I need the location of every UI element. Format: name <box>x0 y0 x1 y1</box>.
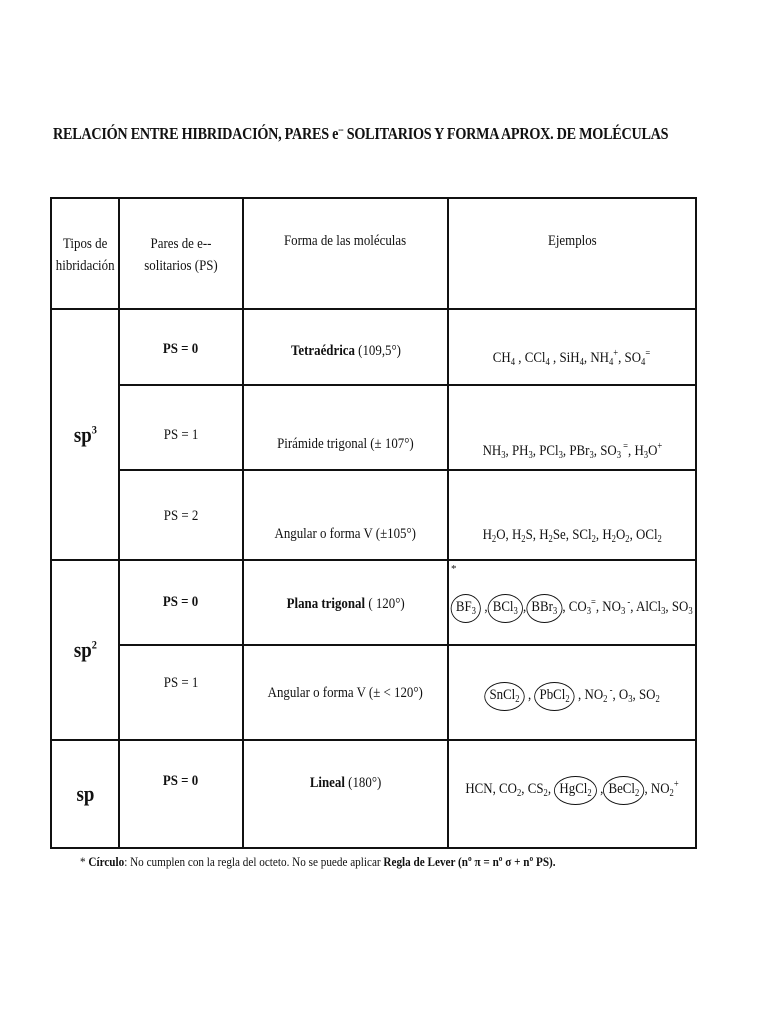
molecule-shape: Plana trigonal ( 120°) <box>286 596 405 613</box>
ps-value: PS = 0 <box>163 341 199 358</box>
examples-row: $H_2O$, $H_2S$, $H_2Se$, SCl$_2$, $H_2O_2$, OCl$_2$ <box>482 526 662 545</box>
hybridization-sp: sp <box>76 781 94 807</box>
molecule-shape: Lineal (180°) <box>309 775 382 792</box>
document-title: RELACIÓN ENTRE HIBRIDACIÓN, PARES e-- SOLITARIOS Y FORMA APROX. DE MOLÉCULAS <box>53 124 669 143</box>
hybridization-sp3: $sp^3$ <box>73 421 97 447</box>
circled-molecule: BBr$_3$ <box>527 594 563 623</box>
molecule-shape: Angular o forma V (± < 120°) <box>267 685 424 702</box>
examples-row: $CH_4$ , CCl$_4$ , SiH$_4$, $NH_4^+$, $SO_4^=$ <box>493 348 651 369</box>
examples-row: $NH_3$, $PH_3$, PCl$_3$, PBr$_3$, $SO_3$ =, $H_3O^+$ <box>482 441 662 462</box>
examples-row: HCN, $CO_2$, $CS_2$, HgCl$_2$ , BeCl$_2$ , $NO_2^+$ <box>449 773 695 807</box>
circled-molecule: BCl$_3$ <box>488 594 523 623</box>
circled-molecule: BeCl$_2$ <box>603 776 644 805</box>
ps-value: PS = 2 <box>163 508 199 525</box>
molecule-shape: Angular o forma V (±105°) <box>274 526 417 543</box>
hybridization-table <box>50 197 697 849</box>
header-ejemplos: Ejemplos <box>547 233 597 250</box>
header-forma: Forma de las moléculas <box>284 233 407 250</box>
ps-value: PS = 1 <box>163 675 199 692</box>
molecule-shape: Pirámide trigonal (± 107°) <box>277 436 414 453</box>
examples-row: $BF_3$ , BCl$_3$ , BBr$_3$ , $CO_3^=$, $NO_3$ -, AlCl$_3$, $SO_3$ <box>449 591 695 625</box>
circled-molecule: $BF_3$ <box>451 594 481 623</box>
circled-molecule: PbCl$_2$ <box>534 682 574 711</box>
footnote-marker: * <box>451 563 457 575</box>
header-pares: Pares de e-- solitarios (PS) <box>144 236 218 274</box>
hybridization-sp2: $sp^2$ <box>73 637 97 663</box>
molecule-shape: Tetraédrica (109,5°) <box>290 343 401 360</box>
ps-value: PS = 0 <box>163 594 199 611</box>
examples-row: SnCl$_2$ , PbCl$_2$ , $NO_2$ -, $O_3$, $SO_2$ <box>449 679 695 713</box>
ps-value: PS = 1 <box>163 427 199 444</box>
circled-molecule: HgCl$_2$ <box>554 776 597 805</box>
ps-value: PS = 0 <box>163 773 199 790</box>
circled-molecule: SnCl$_2$ <box>484 682 524 711</box>
header-tipos: Tipos de hibridación <box>55 236 115 274</box>
footnote: * Círculo: No cumplen con la regla del octeto. No se puede aplicar Regla de Lever (nº π = nº σ + nº PS). <box>80 854 556 869</box>
